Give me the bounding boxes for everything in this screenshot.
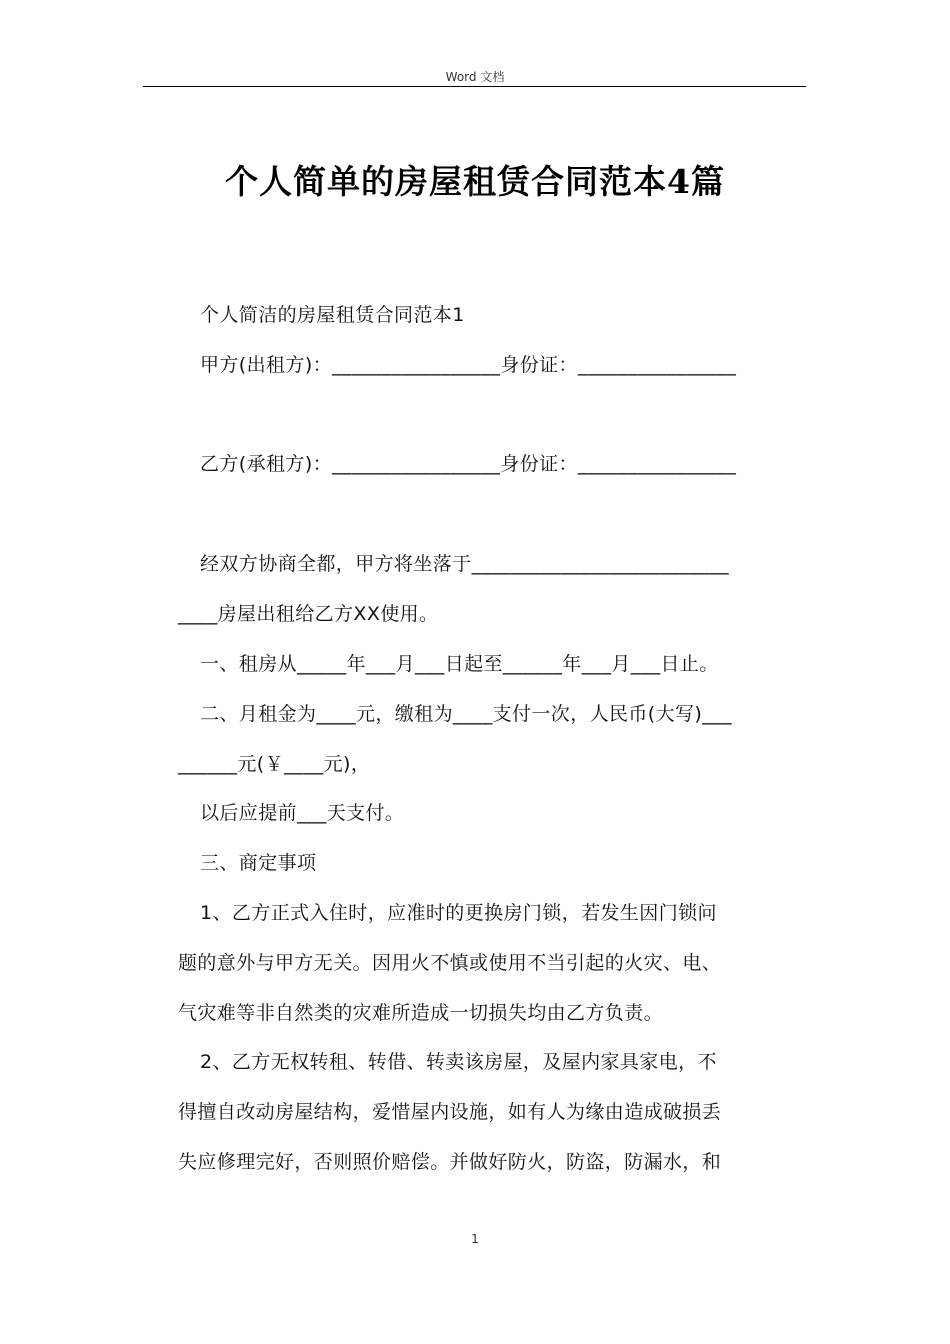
paragraph-line: 题的意外与甲方无关。因用火不慎或使用不当引起的火灾、电、 [178,952,722,974]
header-divider [143,86,806,87]
clause-line: ______元(￥____元)， [178,753,371,775]
clause-line: 一、租房从_____年___月___日起至______年___月___日止。 [200,653,719,675]
paragraph-line: 得擅自改动房屋结构，爱惜屋内设施，如有人为缘由造成破损丢 [178,1101,722,1123]
paragraph-line: 经双方协商全都，甲方将坐落于__________________________ [200,553,730,575]
paragraph-line: 气灾难等非自然类的灾难所造成一切损失均由乙方负责。 [178,1002,664,1024]
paragraph-line: ____房屋出租给乙方XX使用。 [178,603,439,625]
party-a-line: 甲方(出租方)：_________________身份证：________________ [200,354,737,376]
paragraph-line: 1、乙方正式入住时，应准时的更换房门锁，若发生因门锁问 [200,902,717,924]
paragraph-line: 2、乙方无权转租、转借、转卖该房屋，及屋内家具家电，不 [200,1051,717,1073]
document-title: 个人简单的房屋租赁合同范本4篇 [225,162,725,201]
clause-line: 以后应提前___天支付。 [200,802,405,824]
page-header-label: Word 文档 [445,70,505,84]
clause-heading: 三、商定事项 [200,852,317,874]
paragraph-line: 失应修理完好，否则照价赔偿。并做好防火，防盗，防漏水，和 [178,1151,722,1173]
party-b-line: 乙方(承租方)：_________________身份证：________________ [200,453,737,475]
clause-line: 二、月租金为____元，缴租为____支付一次，人民币(大写)___ [200,703,732,725]
page-number: 1 [471,1232,479,1246]
section-heading: 个人简洁的房屋租赁合同范本1 [200,304,465,326]
